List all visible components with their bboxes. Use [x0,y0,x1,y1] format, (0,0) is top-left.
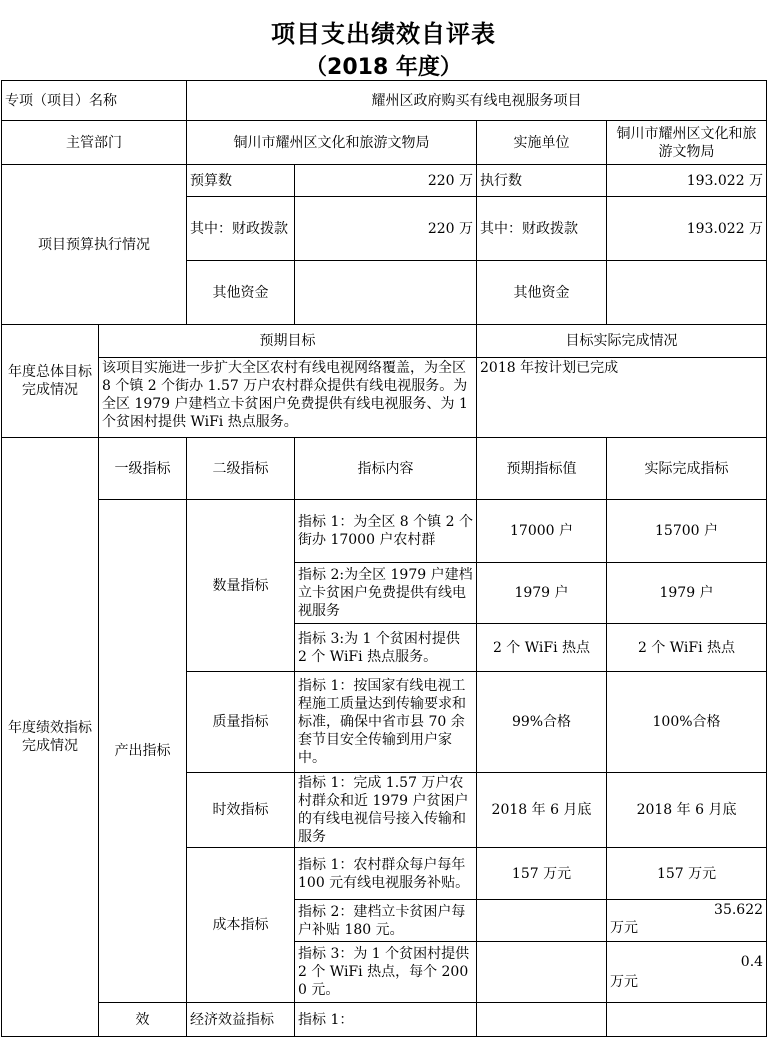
expected-value: 2 个 WiFi 热点 [477,624,607,672]
indicator-content: 指标 1：农村群众每户每年 100 元有线电视服务补贴。 [295,848,477,900]
budget-value: 220 万 [295,165,477,197]
expected-goal-header: 预期目标 [99,325,477,358]
budget-row [2,165,767,197]
fiscal-value: 220 万 [295,197,477,261]
indicator-content: 指标 1：按国家有线电视工程施工质量达到传输要求和标准，确保中省市县 70 余套节目安全传输到用户家中。 [295,672,477,773]
actual-value: 100%合格 [607,672,767,773]
actual-goal-text: 2018 年按计划已完成 [477,358,767,438]
expected-goal-text: 该项目实施进一步扩大全区农村有线电视网络覆盖，为全区 8 个镇 2 个街办 1.57 万户农村群众提供有线电视服务。为全区 1979 户建档立卡贫困户免费提供有线电视服务、为 1 个贫困村提供 WiFi 热点服务。 [99,358,477,438]
exec-value: 193.022 万 [607,165,767,197]
actual-value-header: 实际完成指标 [607,438,767,500]
expected-value: 157 万元 [477,848,607,900]
project-name-value: 耀州区政府购买有线电视服务项目 [187,81,767,121]
expected-value: 2018 年 6 月底 [477,773,607,848]
expected-value [477,900,607,942]
indicator-content: 指标 1：完成 1.57 万户农村群众和近 1979 户贫困户的有线电视信号接入传输和服务 [295,773,477,848]
expected-value: 99%合格 [477,672,607,773]
actual-goal-header: 目标实际完成情况 [477,325,767,358]
goal-section-label: 年度总体目标完成情况 [2,325,99,438]
expected-value [477,942,607,1003]
department-row [2,121,767,165]
goal-header-row [2,325,767,358]
level2-header: 二级指标 [187,438,295,500]
other-funds-exec-value [607,261,767,325]
quality-indicator-label: 质量指标 [187,672,295,773]
doc-title: 项目支出绩效自评表 [271,20,496,48]
actual-value-unit: 万元 [610,920,638,936]
fiscal-label: 其中：财政拨款 [187,197,295,261]
doc-subtitle: （2018 年度） [305,55,462,80]
exec-label: 执行数 [477,165,607,197]
expected-value: 17000 户 [477,500,607,563]
department-value: 铜川市耀州区文化和旅游文物局 [187,121,477,165]
other-funds-label: 其他资金 [187,261,295,325]
implementing-unit-label: 实施单位 [477,121,607,165]
budget-label: 预算数 [187,165,295,197]
economic-indicator-label: 经济效益指标 [187,1003,295,1037]
indicator-content: 指标 2：建档立卡贫困户每户补贴 180 元。 [295,900,477,942]
actual-value: 157 万元 [607,848,767,900]
fiscal-exec-label: 其中：财政拨款 [477,197,607,261]
project-name-row [2,81,767,121]
budget-section-label: 项目预算执行情况 [2,165,187,325]
actual-value [607,1003,767,1037]
actual-value [607,900,767,942]
actual-value-number: 35.622 [714,902,764,918]
implementing-unit-value: 铜川市耀州区文化和旅游文物局 [607,121,767,165]
indicator-content: 指标 2:为全区 1979 户建档立卡贫困户免费提供有线电视服务 [295,563,477,624]
department-label: 主管部门 [2,121,187,165]
time-indicator-label: 时效指标 [187,773,295,848]
content-header: 指标内容 [295,438,477,500]
actual-value [607,942,767,1003]
other-funds-value [295,261,477,325]
actual-value-number: 0.4 [740,954,764,970]
cost-indicator-label: 成本指标 [187,848,295,1003]
indicator-content: 指标 3:为 1 个贫困村提供 2 个 WiFi 热点服务。 [295,624,477,672]
level1-header: 一级指标 [99,438,187,500]
other-funds-exec-label: 其他资金 [477,261,607,325]
expected-value: 1979 户 [477,563,607,624]
project-name-label: 专项（项目）名称 [2,81,187,121]
fiscal-exec-value: 193.022 万 [607,197,767,261]
actual-value-unit: 万元 [610,974,638,990]
actual-value: 15700 户 [607,500,767,563]
actual-value: 1979 户 [607,563,767,624]
benefit-indicator-label: 效 [99,1003,187,1037]
perf-header-row [2,438,767,500]
output-indicator-label: 产出指标 [99,500,187,1003]
expected-value-header: 预期指标值 [477,438,607,500]
quantity-indicator-label: 数量指标 [187,500,295,672]
goal-content-row [2,358,767,438]
indicator-content: 指标 3：为 1 个贫困村提供 2 个 WiFi 热点，每个 2000 元。 [295,942,477,1003]
perf-section-label: 年度绩效指标完成情况 [2,438,99,1037]
table-row [2,500,767,563]
evaluation-table [1,80,767,1037]
expected-value [477,1003,607,1037]
table-row [2,1003,767,1037]
actual-value: 2018 年 6 月底 [607,773,767,848]
indicator-content: 指标 1： [295,1003,477,1037]
actual-value: 2 个 WiFi 热点 [607,624,767,672]
indicator-content: 指标 1：为全区 8 个镇 2 个街办 17000 户农村群 [295,500,477,563]
